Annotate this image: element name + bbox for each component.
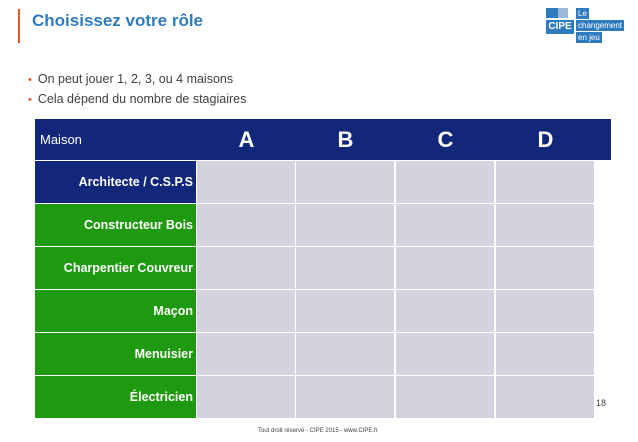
role-cell [35, 161, 196, 203]
assignment-slot-b[interactable] [296, 290, 394, 332]
assignment-slot-d[interactable] [496, 376, 594, 418]
role-label: Charpentier Couvreur [63, 261, 193, 275]
role-cell [35, 247, 196, 289]
role-cell [35, 204, 196, 246]
role-table [35, 119, 611, 419]
bullet-list [28, 69, 246, 109]
assignment-slot-d[interactable] [496, 161, 594, 203]
role-label: Maçon [153, 304, 193, 318]
assignment-slot-c[interactable] [396, 290, 494, 332]
role-label: Constructeur Bois [83, 218, 193, 232]
assignment-slot-d[interactable] [496, 290, 594, 332]
table-header [35, 119, 611, 160]
logo-tagline: Le [578, 9, 587, 18]
role-cell [35, 290, 196, 332]
header-label: Maison [40, 132, 82, 147]
bullet-item: • On peut jouer 1, 2, 3, ou 4 maisons [28, 72, 234, 86]
role-cell [35, 333, 196, 375]
accent-bar [18, 9, 20, 43]
assignment-slot-b[interactable] [296, 333, 394, 375]
assignment-slot-b[interactable] [296, 247, 394, 289]
logo-tagline: changement [578, 21, 623, 30]
bullet-dot-icon: • [28, 94, 32, 106]
cipe-logo [544, 6, 623, 46]
assignment-slot-a[interactable] [197, 290, 295, 332]
assignment-slot-b[interactable] [296, 204, 394, 246]
logo-tagline: en jeu [578, 33, 600, 42]
assignment-slot-c[interactable] [396, 333, 494, 375]
page-title: Choisissez votre rôle [32, 11, 204, 30]
assignment-slot-c[interactable] [396, 161, 494, 203]
bullet-item: • Cela dépend du nombre de stagiaires [28, 92, 247, 106]
assignment-slot-b[interactable] [296, 161, 394, 203]
assignment-slot-d[interactable] [496, 247, 594, 289]
column-header-b: B [337, 127, 354, 152]
bullet-dot-icon: • [28, 74, 32, 86]
page-number: 18 [596, 398, 607, 408]
assignment-slot-a[interactable] [197, 161, 295, 203]
assignment-slot-d[interactable] [496, 204, 594, 246]
table-row [35, 290, 611, 332]
assignment-slot-c[interactable] [396, 204, 494, 246]
column-header-c: C [437, 127, 454, 152]
assignment-slot-c[interactable] [396, 247, 494, 289]
assignment-slot-a[interactable] [197, 247, 295, 289]
table-row [35, 204, 611, 246]
table-row [35, 247, 611, 289]
role-label: Menuisier [134, 347, 193, 361]
assignment-slot-a[interactable] [197, 204, 295, 246]
role-label: Architecte / C.S.P.S [78, 175, 193, 189]
table-row [35, 376, 611, 418]
assignment-slot-a[interactable] [197, 333, 295, 375]
table-row [35, 333, 611, 375]
assignment-slot-c[interactable] [396, 376, 494, 418]
column-header-d: D [537, 127, 554, 152]
logo-square-icon [546, 8, 558, 18]
assignment-slot-d[interactable] [496, 333, 594, 375]
table-row [35, 161, 611, 203]
role-label: Électricien [129, 390, 193, 404]
logo-brand: CIPE [546, 20, 574, 34]
logo-square-icon [558, 8, 568, 18]
assignment-slot-a[interactable] [197, 376, 295, 418]
footer-text: Tout droit réservé - CIPE 2015 - www.CIPE.fr [258, 428, 378, 434]
column-header-a: A [238, 127, 255, 152]
role-cell [35, 376, 196, 418]
assignment-slot-b[interactable] [296, 376, 394, 418]
